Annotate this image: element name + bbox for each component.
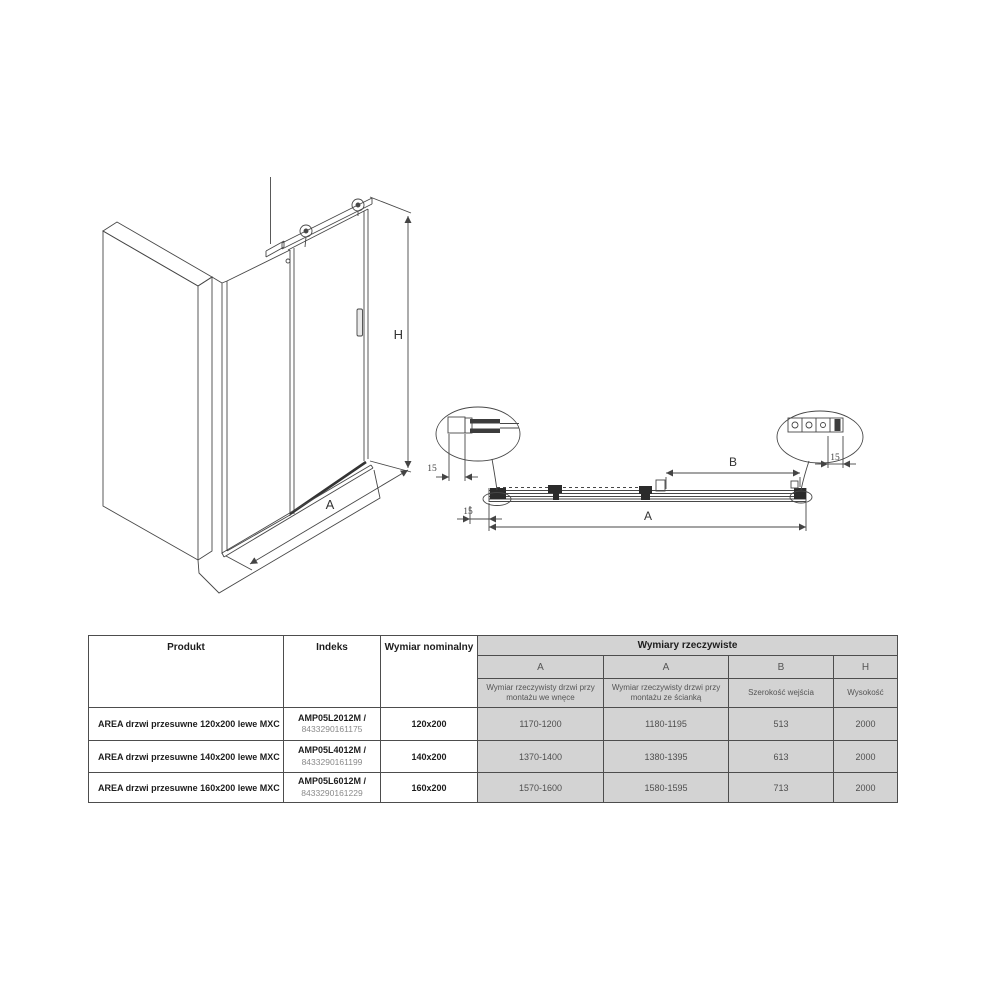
label-15-right: 15 bbox=[830, 453, 840, 463]
dimension-h bbox=[370, 197, 411, 472]
dimension-b bbox=[666, 473, 800, 489]
index-code: AMP05L6012M / bbox=[297, 776, 367, 787]
table-subheader-h: H bbox=[834, 656, 898, 679]
fixed-glass-panel bbox=[212, 248, 294, 554]
table-row-index bbox=[284, 773, 381, 803]
table-subheader-a1: A bbox=[478, 656, 604, 679]
table-subheader-a2: A bbox=[604, 656, 729, 679]
table-row-product: AREA drzwi przesuwne 120x200 lewe MXC bbox=[89, 708, 284, 741]
track-fittings bbox=[490, 485, 806, 500]
label-a-top: A bbox=[643, 509, 653, 523]
top-rail bbox=[266, 198, 372, 257]
table-row-product: AREA drzwi przesuwne 140x200 lewe MXC bbox=[89, 741, 284, 773]
roller-wheels bbox=[300, 199, 364, 247]
isometric-door-drawing bbox=[103, 177, 411, 593]
wall-panel bbox=[103, 222, 212, 560]
table-header-actual-group: Wymiary rzeczywiste bbox=[478, 636, 898, 656]
label-15-left-bottom: 15 bbox=[463, 507, 473, 517]
table-row-b: 513 bbox=[729, 708, 834, 741]
index-ean: 8433290161199 bbox=[301, 756, 363, 767]
spec-table bbox=[88, 635, 898, 803]
table-row-a1: 1370-1400 bbox=[478, 741, 604, 773]
table-row-a2: 1580-1595 bbox=[604, 773, 729, 803]
table-row-h: 2000 bbox=[834, 773, 898, 803]
table-row-h: 2000 bbox=[834, 741, 898, 773]
dimension-a-3d bbox=[226, 470, 408, 570]
table-row-nominal: 120x200 bbox=[381, 708, 478, 741]
table-desc-a1: Wymiar rzeczywisty drzwi przy montażu we wnęce bbox=[478, 679, 604, 708]
door-handle bbox=[357, 309, 363, 336]
table-row-nominal: 160x200 bbox=[381, 773, 478, 803]
index-code: AMP05L2012M / bbox=[297, 712, 367, 723]
table-desc-h: Wysokość bbox=[834, 679, 898, 708]
table-row-index bbox=[284, 741, 381, 773]
right-leader-line bbox=[801, 461, 809, 490]
table-header-index: Indeks bbox=[284, 636, 381, 708]
table-desc-a2: Wymiar rzeczywisty drzwi przy montażu ze ścianką bbox=[604, 679, 729, 708]
sliding-door-panel bbox=[286, 209, 368, 514]
shower-tray bbox=[198, 470, 380, 593]
table-row-a2: 1180-1195 bbox=[604, 708, 729, 741]
label-width-a-3d: A bbox=[325, 497, 335, 512]
table-row-nominal: 140x200 bbox=[381, 741, 478, 773]
table-header-product: Produkt bbox=[89, 636, 284, 708]
table-row-b: 713 bbox=[729, 773, 834, 803]
table-row-b: 613 bbox=[729, 741, 834, 773]
table-row-h: 2000 bbox=[834, 708, 898, 741]
index-ean: 8433290161175 bbox=[301, 724, 363, 735]
table-desc-b: Szerokość wejścia bbox=[729, 679, 834, 708]
table-row-a1: 1570-1600 bbox=[478, 773, 604, 803]
door-edge-bracket bbox=[656, 480, 665, 491]
right-detail-bubble bbox=[777, 411, 863, 490]
table-row-a1: 1170-1200 bbox=[478, 708, 604, 741]
label-15-left-top: 15 bbox=[427, 464, 437, 474]
table-row-product: AREA drzwi przesuwne 160x200 lewe MXC bbox=[89, 773, 284, 803]
index-code: AMP05L4012M / bbox=[297, 745, 367, 756]
table-row-a2: 1380-1395 bbox=[604, 741, 729, 773]
table-row-index bbox=[284, 708, 381, 741]
bottom-track bbox=[222, 465, 373, 557]
label-b: B bbox=[728, 455, 738, 469]
index-ean: 8433290161229 bbox=[301, 787, 363, 798]
label-height-h: H bbox=[393, 327, 403, 342]
end-bracket bbox=[791, 481, 798, 488]
table-subheader-b: B bbox=[729, 656, 834, 679]
left-leader-line bbox=[492, 459, 497, 490]
table-header-nominal: Wymiar nominalny bbox=[381, 636, 478, 708]
